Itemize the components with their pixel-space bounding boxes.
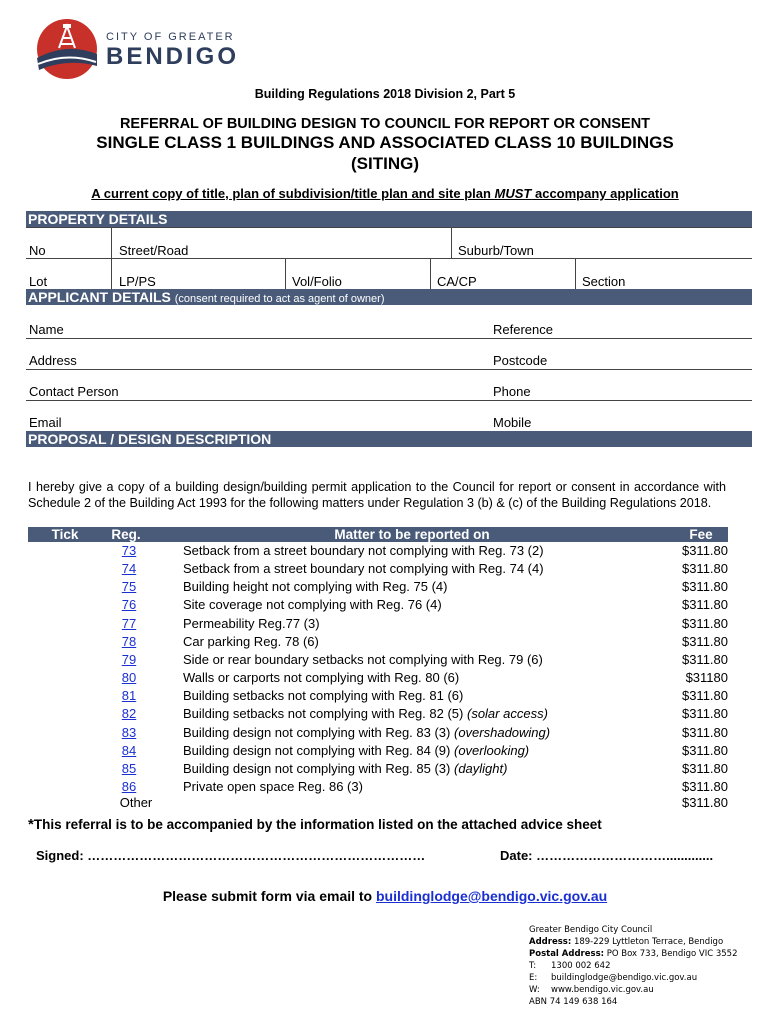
notice-em: MUST — [494, 186, 532, 201]
attachment-notice — [0, 186, 770, 201]
referral-heading: REFERRAL OF BUILDING DESIGN TO COUNCIL FOR REPORT OR CONSENT — [119, 116, 651, 132]
address-label: Address: — [529, 937, 572, 947]
matter-text — [183, 652, 543, 667]
matter-text — [183, 561, 544, 576]
field-address[interactable]: Address — [29, 353, 77, 368]
matter-main: Building height not complying with Reg. 75 (4) — [183, 579, 448, 594]
w-value[interactable]: www.bendigo.vic.gov.au — [551, 985, 654, 995]
proposal-paragraph: I hereby give a copy of a building design/building permit application to the Council for report or consent in accordance with Schedule 2 of the Building Act 1993 for the following matters under Regulation 3 (b) & (c) of the Building Regulations 2018. — [28, 480, 726, 510]
field-mobile[interactable]: Mobile — [493, 415, 532, 430]
matter-main: Setback from a street boundary not complying with Reg. 73 (2) — [183, 543, 544, 558]
council-web — [529, 985, 654, 997]
signed-field[interactable]: Signed: …………………………………………………………………… — [36, 848, 426, 863]
note-star: * — [28, 816, 34, 833]
note-text: This referral is to be accompanied by the information listed on the attached advice sheet — [33, 817, 602, 832]
matter-main: Permeability Reg.77 (3) — [183, 616, 320, 631]
matter-main: Setback from a street boundary not complying with Reg. 74 (4) — [183, 561, 544, 576]
reg-link[interactable]: 82 — [121, 706, 137, 721]
council-phone — [529, 961, 610, 973]
matter-emphasis: (solar access) — [466, 706, 548, 721]
fee-value: $311.80 — [681, 652, 728, 667]
fee-value: $311.80 — [681, 561, 728, 576]
divider — [26, 258, 752, 259]
matter-text — [183, 597, 442, 612]
matter-text — [183, 634, 319, 649]
bendigo-logo-icon — [34, 18, 274, 80]
field-suburb[interactable]: Suburb/Town — [458, 243, 534, 258]
divider — [26, 338, 752, 339]
reg-link[interactable]: 86 — [121, 779, 137, 794]
notice-pre: A current copy of title, plan of subdivision/title plan and site plan — [91, 186, 495, 201]
matter-text — [183, 706, 548, 721]
matter-text — [183, 579, 447, 594]
w-label: W: — [529, 985, 540, 995]
matter-main: Building design not complying with Reg. 83 (3) — [183, 725, 454, 740]
matter-main: Side or rear boundary setbacks not complying with Reg. 79 (6) — [183, 652, 543, 667]
field-contact[interactable]: Contact Person — [29, 384, 119, 399]
reg-link[interactable]: 83 — [121, 725, 137, 740]
divider — [430, 258, 431, 289]
fee-value: $31180 — [685, 670, 728, 685]
matter-main: Building design not complying with Reg. 85 (3) — [183, 761, 454, 776]
reg-link[interactable]: 75 — [121, 579, 137, 594]
address-value: 189-229 Lyttleton Terrace, Bendigo — [573, 937, 724, 947]
submit-text: Please submit form via email to — [162, 888, 376, 904]
t-value: 1300 002 642 — [551, 961, 611, 971]
field-lpps[interactable]: LP/PS — [119, 274, 156, 289]
fee-value: $311.80 — [681, 634, 728, 649]
fee-value: $311.80 — [681, 761, 728, 776]
postal-label: Postal Address: — [529, 949, 605, 959]
divider — [285, 258, 286, 289]
matter-emphasis: (overshadowing) — [453, 725, 551, 740]
divider — [26, 400, 752, 401]
field-no[interactable]: No — [29, 243, 46, 258]
reg-link[interactable]: 79 — [121, 652, 137, 667]
logo-line2: BENDIGO — [106, 43, 240, 70]
reg-link[interactable]: 81 — [121, 688, 137, 703]
matter-main: Walls or carports not complying with Reg. 80 (6) — [183, 670, 460, 685]
t-label: T: — [529, 961, 537, 971]
matter-emphasis: (daylight) — [453, 761, 508, 776]
field-name[interactable]: Name — [29, 322, 64, 337]
fee-value: $311.80 — [681, 579, 728, 594]
field-volfolio[interactable]: Vol/Folio — [292, 274, 342, 289]
field-cacp[interactable]: CA/CP — [437, 274, 477, 289]
field-phone[interactable]: Phone — [493, 384, 531, 399]
field-email[interactable]: Email — [29, 415, 62, 430]
matter-main: Building setbacks not complying with Reg. 81 (6) — [183, 688, 464, 703]
council-logo — [34, 18, 274, 80]
council-address — [529, 937, 723, 949]
fee-value: $311.80 — [681, 725, 728, 740]
fee-value: $311.80 — [681, 706, 728, 721]
matter-text — [183, 688, 463, 703]
form-title-line1: SINGLE CLASS 1 BUILDINGS AND ASSOCIATED CLASS 10 BUILDINGS — [96, 133, 674, 152]
reg-link[interactable]: 78 — [121, 634, 137, 649]
field-postcode[interactable]: Postcode — [493, 353, 548, 368]
postal-value: PO Box 733, Bendigo VIC 3552 — [606, 949, 738, 959]
proposal-bar: PROPOSAL / DESIGN DESCRIPTION — [26, 431, 752, 447]
matter-text — [183, 543, 544, 558]
advice-note — [28, 816, 602, 833]
applicant-heading: APPLICANT DETAILS — [28, 289, 171, 305]
reg-link[interactable]: 85 — [121, 761, 137, 776]
matter-main: Car parking Reg. 78 (6) — [183, 634, 319, 649]
reg-link[interactable]: 74 — [121, 561, 137, 576]
col-fee: Fee — [674, 527, 728, 542]
fee-value: $311.80 — [681, 743, 728, 758]
matter-main: Building design not complying with Reg. 84 (9) — [183, 743, 454, 758]
fee-value: $311.80 — [681, 543, 728, 558]
field-reference[interactable]: Reference — [493, 322, 553, 337]
submit-email-link[interactable]: buildinglodge@bendigo.vic.gov.au — [376, 888, 608, 904]
matter-main: Building setbacks not complying with Reg. 82 (5) — [183, 706, 467, 721]
col-tick: Tick — [28, 527, 102, 542]
field-street[interactable]: Street/Road — [119, 243, 189, 258]
applicant-heading-sub: (consent required to act as agent of owner) — [174, 293, 385, 305]
col-reg: Reg. — [102, 527, 150, 542]
divider — [451, 227, 452, 258]
field-lot[interactable]: Lot — [29, 274, 48, 289]
fee-value: $311.80 — [681, 779, 728, 794]
council-abn: ABN 74 149 638 164 — [529, 997, 618, 1007]
fee-value: $311.80 — [681, 616, 728, 631]
matter-emphasis: (overlooking) — [453, 743, 530, 758]
divider — [575, 258, 576, 289]
regulation-heading: Building Regulations 2018 Division 2, Part 5 — [254, 87, 516, 101]
submit-instruction — [0, 888, 770, 904]
council-email — [529, 973, 697, 985]
matter-text — [183, 616, 320, 631]
matter-main: Site coverage not complying with Reg. 76 (4) — [183, 597, 442, 612]
matter-main: Private open space Reg. 86 (3) — [183, 779, 363, 794]
form-title-line2: (SITING) — [351, 154, 419, 173]
applicant-details-bar — [26, 289, 752, 305]
reg-link[interactable]: 76 — [121, 597, 137, 612]
logo-line1: CITY OF GREATER — [106, 31, 235, 43]
matter-text — [183, 779, 363, 794]
matter-text — [183, 761, 507, 776]
col-matter: Matter to be reported on — [150, 527, 674, 542]
matter-text — [183, 670, 459, 685]
e-label: E: — [529, 973, 538, 983]
reg-link[interactable]: 73 — [121, 543, 137, 558]
council-postal — [529, 949, 737, 961]
notice-post: accompany application — [531, 186, 679, 201]
reg-link[interactable]: 77 — [121, 616, 137, 631]
field-section[interactable]: Section — [582, 274, 626, 289]
matter-text — [183, 743, 529, 758]
reg-link[interactable]: 84 — [121, 743, 137, 758]
form-title — [0, 132, 770, 174]
fee-value: $311.80 — [681, 688, 728, 703]
property-details-bar: PROPERTY DETAILS — [26, 211, 752, 227]
fee-value: $311.80 — [681, 597, 728, 612]
divider — [26, 227, 752, 228]
council-name: Greater Bendigo City Council — [529, 925, 653, 935]
date-field[interactable]: Date: …………………………............. — [500, 848, 714, 863]
reg-other: Other — [119, 795, 153, 810]
e-value[interactable]: buildinglodge@bendigo.vic.gov.au — [551, 973, 698, 983]
reg-link[interactable]: 80 — [121, 670, 137, 685]
divider — [26, 369, 752, 370]
fee-other: $311.80 — [681, 795, 728, 810]
matter-text — [183, 725, 550, 740]
